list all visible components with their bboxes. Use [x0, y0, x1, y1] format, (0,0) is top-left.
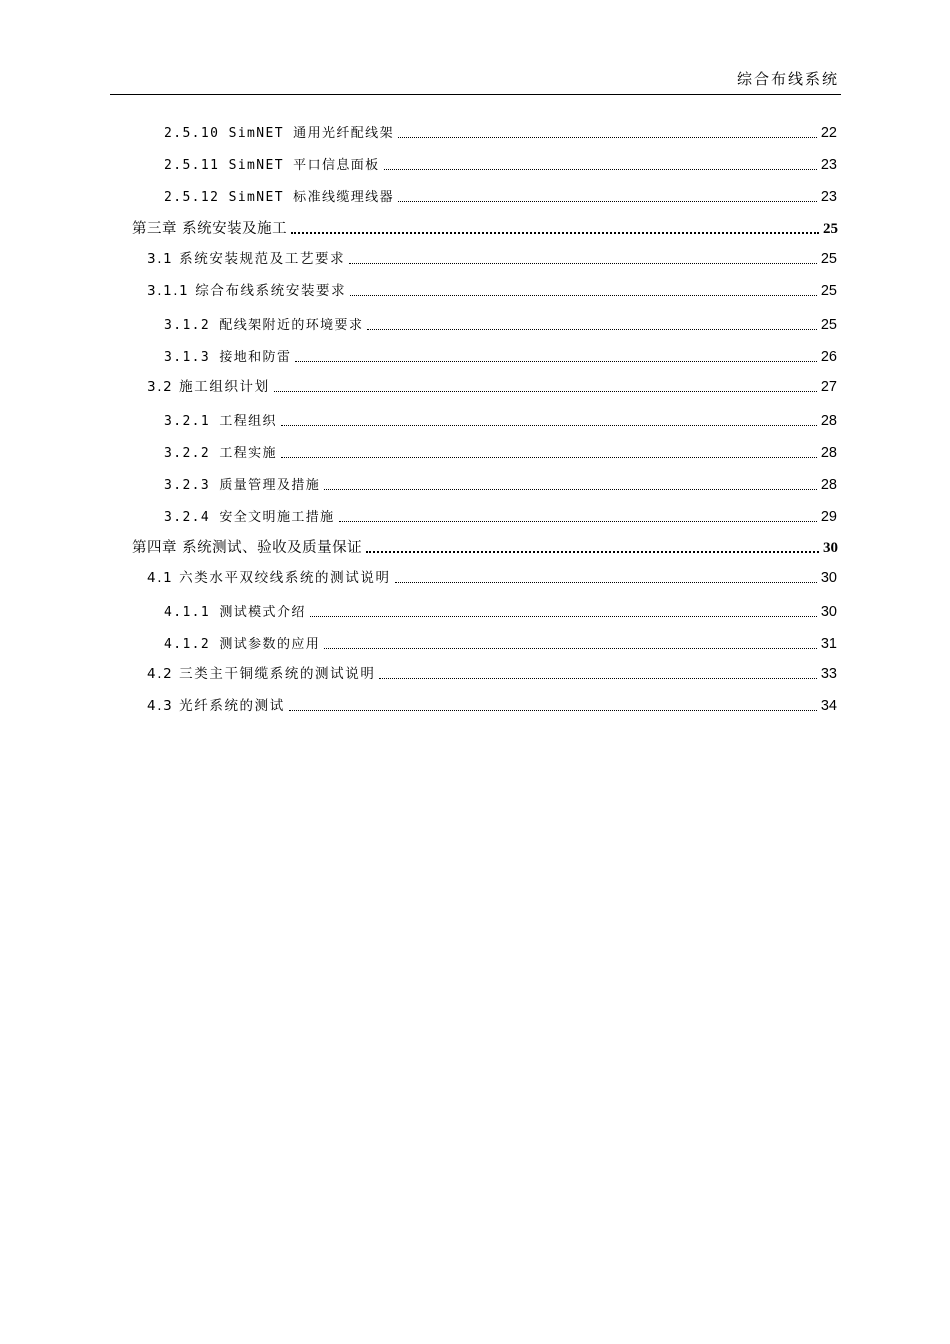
toc-entry-page: 25	[820, 251, 837, 267]
toc-entry-label: 3.2.2 工程实施	[164, 446, 277, 461]
toc-leader-dots	[395, 582, 817, 583]
toc-leader-dots	[310, 616, 817, 617]
toc-entry[interactable]	[164, 346, 837, 368]
toc-leader-dots	[339, 521, 817, 522]
toc-entry[interactable]	[147, 663, 837, 685]
toc-leader-dots	[324, 648, 817, 649]
toc-entry-page: 29	[820, 509, 837, 525]
toc-entry-page: 27	[820, 379, 837, 395]
toc-entry-page: 22	[820, 125, 837, 141]
toc-entry[interactable]	[147, 695, 837, 717]
toc-entry-page: 34	[820, 698, 837, 714]
toc-leader-dots	[367, 329, 816, 330]
toc-entry[interactable]	[164, 633, 837, 655]
toc-entry-page: 28	[820, 413, 837, 429]
toc-entry-label: 4.3 光纤系统的测试	[147, 698, 285, 714]
toc-entry-page: 25	[820, 317, 837, 333]
toc-leader-dots	[281, 457, 817, 458]
toc-entry-page: 33	[820, 666, 837, 682]
toc-leader-dots	[379, 678, 816, 679]
toc-entry-page: 30	[820, 570, 837, 586]
toc-entry-label: 3.1.3 接地和防雷	[164, 350, 292, 365]
toc-leader-dots	[349, 263, 817, 264]
toc-entry[interactable]	[147, 280, 837, 302]
toc-leader-dots	[274, 391, 817, 392]
toc-leader-dots	[398, 137, 817, 138]
toc-entry-page: 25	[823, 221, 838, 237]
toc-leader-dots	[295, 361, 816, 362]
toc-leader-dots	[398, 201, 817, 202]
toc-entry[interactable]	[164, 474, 837, 496]
toc-entry-label: 3.2.1 工程组织	[164, 414, 277, 429]
toc-leader-dots	[281, 425, 817, 426]
toc-leader-dots	[324, 489, 817, 490]
toc-leader-dots	[350, 295, 817, 296]
toc-entry-page: 28	[820, 445, 837, 461]
toc-entry-label: 3.1.2 配线架附近的环境要求	[164, 318, 364, 333]
toc-entry-label: 2.5.11 SimNET 平口信息面板	[164, 158, 380, 173]
toc-entry-label: 第四章 系统测试、验收及质量保证	[132, 540, 363, 556]
toc-leader-dots	[289, 710, 817, 711]
toc-leader-dots	[291, 232, 819, 234]
toc-leader-dots	[384, 169, 817, 170]
toc-entry[interactable]	[164, 186, 837, 208]
toc-entry-page: 25	[820, 283, 837, 299]
toc-entry[interactable]	[164, 410, 837, 432]
toc-chapter-entry[interactable]	[132, 218, 838, 240]
toc-entry-label: 第三章 系统安装及施工	[132, 221, 288, 237]
toc-leader-dots	[366, 551, 819, 553]
toc-entry-page: 23	[820, 157, 837, 173]
toc-entry-label: 3.2 施工组织计划	[147, 379, 270, 395]
toc-entry-page: 31	[820, 636, 837, 652]
toc-entry[interactable]	[164, 442, 837, 464]
toc-entry-label: 3.2.3 质量管理及措施	[164, 478, 321, 493]
toc-entry-label: 4.1.1 测试模式介绍	[164, 605, 306, 620]
toc-entry-page: 26	[820, 349, 837, 365]
toc-entry-page: 30	[823, 540, 838, 556]
toc-entry-page: 28	[820, 477, 837, 493]
toc-entry-label: 2.5.12 SimNET 标准线缆理线器	[164, 190, 394, 205]
toc-entry-label: 3.2.4 安全文明施工措施	[164, 510, 335, 525]
toc-entry[interactable]	[147, 567, 837, 589]
toc-entry[interactable]	[164, 122, 837, 144]
toc-entry-label: 2.5.10 SimNET 通用光纤配线架	[164, 126, 394, 141]
toc-entry[interactable]	[164, 601, 837, 623]
toc-entry-label: 4.1.2 测试参数的应用	[164, 637, 321, 652]
toc-entry[interactable]	[147, 376, 837, 398]
toc-entry-page: 30	[820, 604, 837, 620]
page-header	[110, 66, 841, 95]
toc-entry[interactable]	[164, 154, 837, 176]
toc-entry-label: 4.1 六类水平双绞线系统的测试说明	[147, 570, 391, 586]
toc-entry-label: 3.1 系统安装规范及工艺要求	[147, 251, 346, 267]
header-title: 综合布线系统	[736, 70, 839, 88]
toc-entry-label: 3.1.1 综合布线系统安装要求	[147, 283, 347, 299]
toc-entry-label: 4.2 三类主干铜缆系统的测试说明	[147, 666, 376, 682]
toc-entry[interactable]	[164, 506, 837, 528]
toc-entry[interactable]	[147, 248, 837, 270]
toc-chapter-entry[interactable]	[132, 537, 838, 559]
toc-entry-page: 23	[820, 189, 837, 205]
toc-entry[interactable]	[164, 314, 837, 336]
